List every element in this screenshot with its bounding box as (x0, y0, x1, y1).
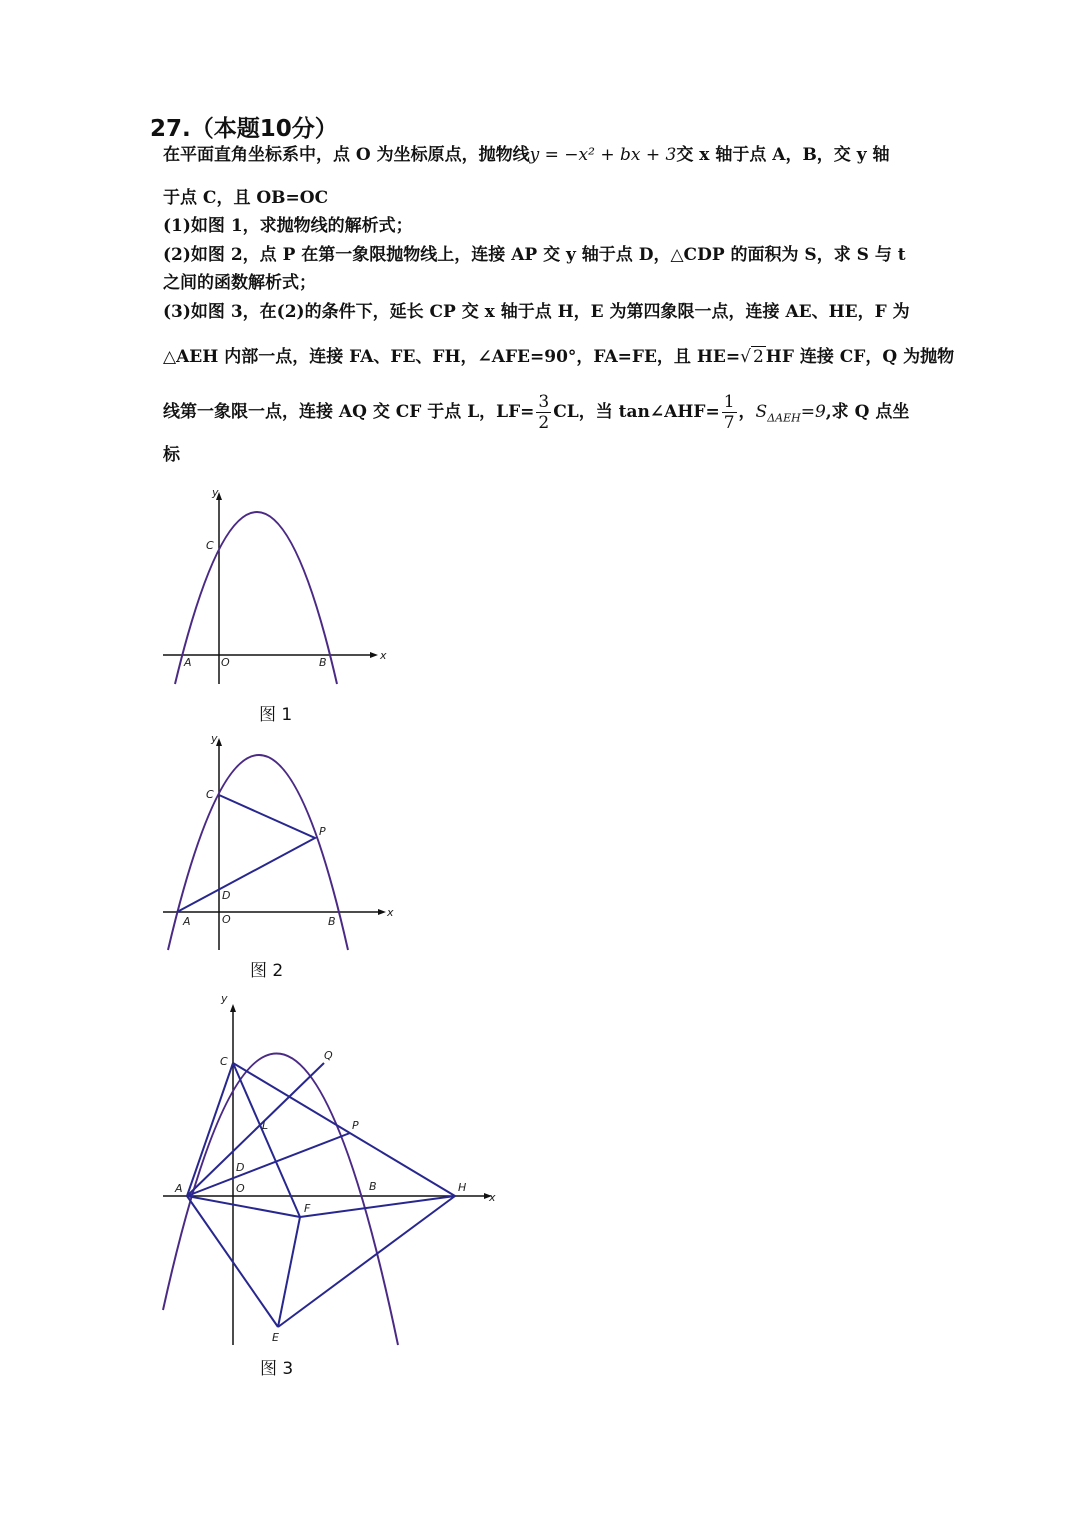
label-B: B (369, 1180, 377, 1193)
figure-1 (163, 486, 387, 684)
part1-text: (1)如图 1，求抛物线的解析式； (163, 216, 413, 236)
segments-CP-PA (177, 795, 315, 912)
label-y: y (221, 992, 228, 1005)
label-x: x (489, 1191, 496, 1204)
figure-3 (163, 992, 496, 1345)
parabola-curve (163, 1053, 398, 1345)
label-D: D (236, 1161, 245, 1174)
part2-text-b: 之间的函数解析式； (163, 273, 316, 293)
parabola-equation: y = −x² + bx + 3 (529, 145, 677, 165)
problem-title: 27.（本题10分） (150, 116, 338, 142)
label-x: x (380, 649, 387, 662)
figure-1-caption: 图 1 (259, 705, 293, 725)
label-E: E (272, 1331, 279, 1344)
sqrt-expression: √ 2 (740, 347, 764, 367)
label-P: P (352, 1119, 359, 1132)
part3-text-d: 标 (163, 445, 180, 465)
label-A: A (184, 656, 192, 669)
part2-text-a: (2)如图 2，点 P 在第一象限抛物线上，连接 AP 交 y 轴于点 D，△CDP 的面积为 S，求 S 与 t (163, 245, 906, 265)
figure-3-caption: 图 3 (260, 1359, 294, 1379)
fraction-3-2: $\frac{3}{2}$ (538, 392, 550, 433)
parabola-curve (168, 755, 348, 950)
problem-line-1: 在平面直角坐标系中，点 O 为坐标原点，抛物线y = −x² + bx + 3交 x 轴于点 A，B，交 y 轴 (163, 145, 890, 165)
y-axis-arrow (230, 1004, 236, 1012)
label-F: F (304, 1202, 311, 1215)
part3-text-b: △AEH 内部一点，连接 FA、FE、FH，∠AFE=90°，FA=FE，且 HE=√ 2 HF 连接 CF，Q 为抛物 (163, 347, 955, 367)
label-Q: Q (324, 1049, 333, 1062)
label-O: O (236, 1182, 245, 1195)
area-expression: $S_{\Delta AEH}=9$ (755, 402, 826, 425)
figure-2 (163, 732, 394, 950)
label-A: A (183, 915, 191, 928)
label-O: O (221, 656, 230, 669)
figure-2-caption: 图 2 (250, 961, 284, 981)
part3-text-a: (3)如图 3，在(2)的条件下，延长 CP 交 x 轴于点 H，E 为第四象限一点，连接 AE、HE，F 为 (163, 302, 910, 322)
x-axis-arrow (370, 652, 378, 658)
label-O: O (222, 913, 231, 926)
label-A: A (175, 1182, 183, 1195)
parabola-curve (175, 512, 337, 684)
label-C: C (206, 788, 214, 801)
label-x: x (387, 906, 394, 919)
problem-line-2: 于点 C，且 OB=OC (163, 188, 329, 208)
label-C: C (206, 539, 214, 552)
label-y: y (212, 486, 219, 499)
label-C: C (220, 1055, 228, 1068)
fraction-1-7: $\frac{1}{7}$ (723, 392, 735, 433)
label-y: y (211, 732, 218, 745)
label-P: P (319, 825, 326, 838)
label-L: L (262, 1119, 269, 1132)
label-B: B (328, 915, 336, 928)
label-B: B (319, 656, 327, 669)
part3-text-c: 线第一象限一点，连接 AQ 交 CF 于点 L，LF= $\frac{3}{2}$ CL，当 tan∠AHF= $\frac{1}{7}$ ，$S_{\Delta AEH}=9$,求 Q 点坐 (163, 392, 910, 433)
label-H: H (458, 1181, 467, 1194)
x-axis-arrow (378, 909, 386, 915)
label-D: D (222, 889, 231, 902)
